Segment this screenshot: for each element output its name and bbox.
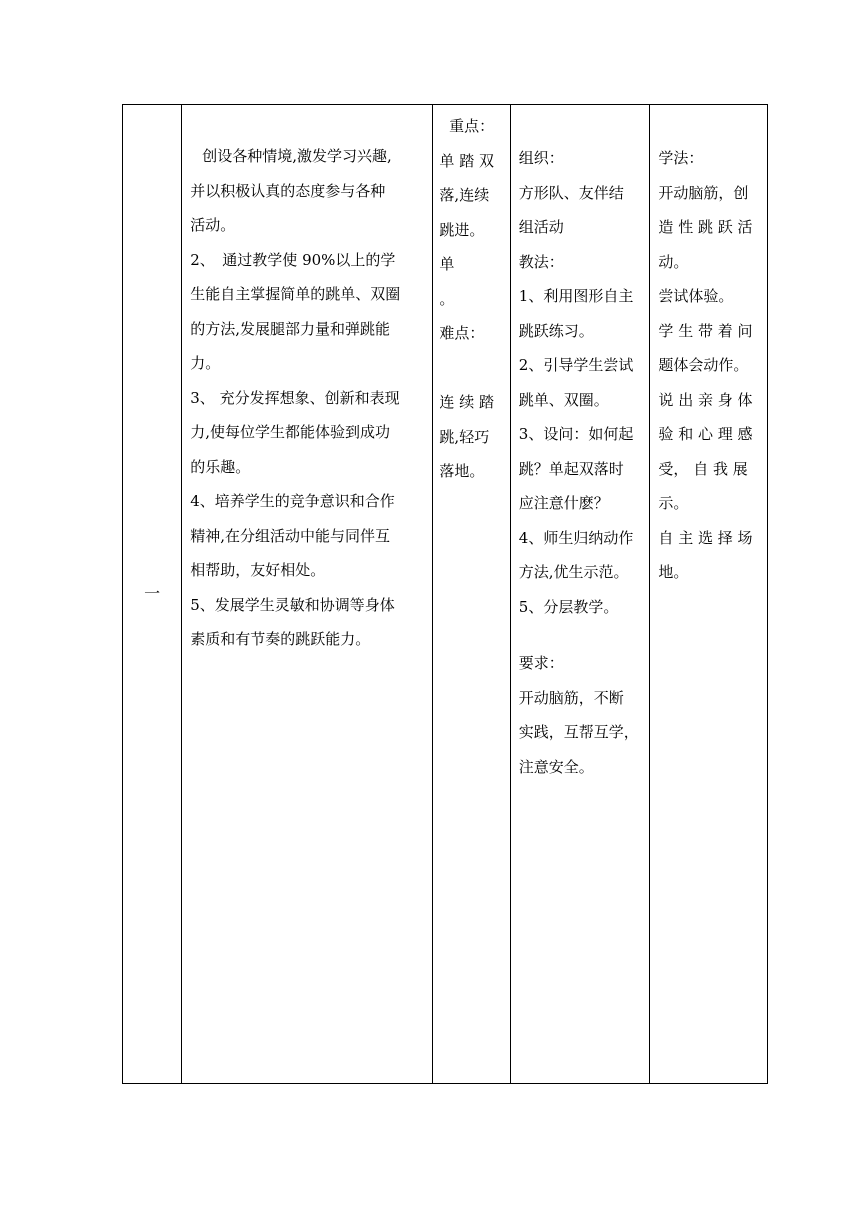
study-method-line: 开动脑筋，创 <box>658 183 749 202</box>
key-point-line: 单 <box>439 255 455 273</box>
objective-line: 3、 充分发挥想象、创新和表现 <box>190 388 400 407</box>
objective-line: 并以积极认真的态度参与各种 <box>190 181 386 200</box>
study-method-line: 自 主 选 择 场 <box>658 528 753 547</box>
study-method-line: 尝试体验。 <box>658 287 734 305</box>
organization-cell <box>510 105 650 1084</box>
requirement-line: 实践，互帮互学， <box>518 723 639 741</box>
section-number-cell <box>123 105 182 1084</box>
key-point-line <box>439 351 503 386</box>
study-method-line: 学 生 带 着 问 <box>658 321 753 340</box>
study-method-line: 受， 自 我 展 <box>658 459 748 478</box>
objective-line: 力。 <box>190 354 221 372</box>
requirement-line: 注意安全。 <box>518 757 594 776</box>
key-point-line: 单 踏 双 <box>439 151 494 170</box>
study-method-line: 造 性 跳 跃 活 <box>658 218 753 236</box>
study-method-line: 题体会动作。 <box>658 356 749 374</box>
teaching-method-line: 方法,优生示范。 <box>518 563 629 581</box>
objective-line: 精神,在分组活动中能与同伴互 <box>190 526 391 545</box>
requirement-line: 开动脑筋，不断 <box>518 688 624 707</box>
organization-heading: 组织： <box>518 149 564 167</box>
difficulty-line: 落地。 <box>439 462 485 480</box>
section-number: 一 <box>144 583 161 603</box>
study-method-line: 说 出 亲 身 体 <box>658 390 753 409</box>
lesson-plan-table <box>122 104 768 1084</box>
teaching-method-line: 1、利用图形自主 <box>518 287 634 305</box>
objective-line: 素质和有节奏的跳跃能力。 <box>190 630 371 648</box>
objective-line: 5、发展学生灵敏和协调等身体 <box>190 595 395 614</box>
study-method-cell <box>650 105 768 1084</box>
objective-line: 的方法,发展腿部力量和弹跳能 <box>190 319 391 338</box>
key-points-cell <box>433 105 510 1084</box>
key-point-line: 落,连续 <box>439 186 490 204</box>
objective-line: 创设各种情境,激发学习兴趣, <box>202 147 392 165</box>
teaching-method-line: 2、引导学生尝试 <box>518 356 634 374</box>
spacer <box>519 624 644 646</box>
teaching-method-heading: 教法： <box>518 252 564 271</box>
study-method-line: 示。 <box>658 494 689 512</box>
organization-line: 组活动 <box>518 218 564 236</box>
study-method-heading: 学法： <box>658 149 704 167</box>
objective-line: 活动。 <box>190 216 236 234</box>
difficulty-line: 连 续 踏 <box>439 393 494 411</box>
objective-line: 生能自主掌握简单的跳单、双圈 <box>190 285 401 303</box>
objective-line: 相帮助，友好相处。 <box>190 561 326 579</box>
objectives-cell <box>182 105 433 1084</box>
teaching-method-line: 3、设问：如何起 <box>518 425 634 443</box>
organization-line: 方形队、友伴结 <box>518 183 624 202</box>
key-point-line: 跳进。 <box>439 220 485 239</box>
teaching-method-line: 跳跃练习。 <box>518 321 594 340</box>
teaching-method-line: 4、师生归纳动作 <box>518 528 634 547</box>
teaching-method-line: 跳单、双圈。 <box>518 390 609 409</box>
objective-line: 的乐趣。 <box>190 457 251 476</box>
difficulty-line: 跳,轻巧 <box>439 427 490 446</box>
teaching-method-line: 应注意什麽？ <box>518 494 609 512</box>
difficulty-heading: 难点： <box>439 324 485 342</box>
objective-line: 力,使每位学生都能体验到成功 <box>190 423 391 441</box>
study-method-line: 验 和 心 理 感 <box>658 425 753 443</box>
table-row <box>123 105 768 1084</box>
study-method-line: 动。 <box>658 252 689 271</box>
teaching-method-line: 5、分层教学。 <box>518 597 619 616</box>
teaching-method-line: 跳？单起双落时 <box>518 459 624 478</box>
key-points-heading: 重点： <box>449 117 495 135</box>
key-point-line: 。 <box>439 289 455 308</box>
requirement-heading: 要求： <box>518 654 564 672</box>
objective-line: 4、培养学生的竞争意识和合作 <box>190 492 395 510</box>
objective-line: 2、 通过教学使 90%以上的学 <box>190 250 396 269</box>
study-method-line: 地。 <box>658 563 689 581</box>
